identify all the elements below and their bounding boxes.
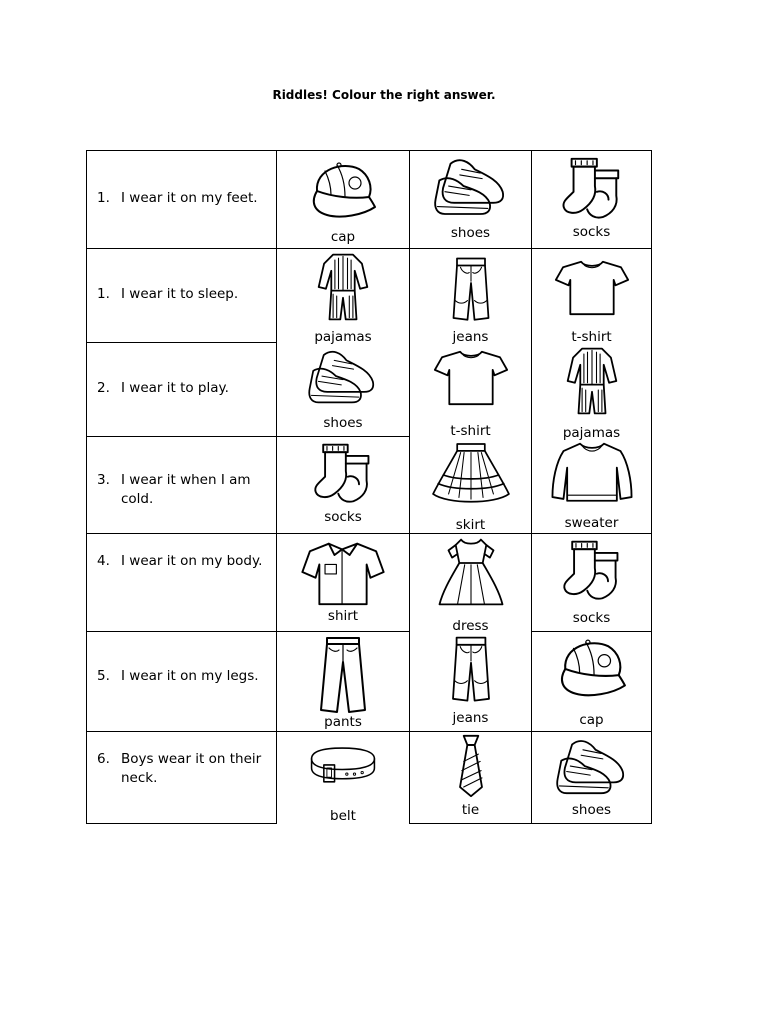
- question-number: 3.: [97, 472, 110, 488]
- sweater-icon[interactable]: [550, 439, 633, 511]
- answer-label: [532, 610, 651, 626]
- answer-label: [277, 509, 409, 525]
- question-text: Boys wear it on their neck.: [121, 751, 262, 786]
- question-number: 6.: [97, 751, 110, 767]
- answer-label-text: socks: [567, 610, 617, 626]
- socks-icon[interactable]: [554, 536, 630, 602]
- question-cell: [87, 732, 277, 824]
- answer-label: [532, 515, 651, 531]
- question-text: I wear it on my body.: [121, 553, 263, 569]
- answer-label-text: t-shirt: [444, 423, 496, 439]
- answer-label-text: shoes: [317, 415, 368, 431]
- socks-icon[interactable]: [552, 153, 630, 221]
- pajamas-icon[interactable]: [302, 251, 385, 323]
- answer-option[interactable]: [277, 534, 410, 632]
- riddle-question: [97, 379, 272, 398]
- answer-option[interactable]: [410, 151, 532, 249]
- answer-option[interactable]: [410, 249, 532, 343]
- answer-label-text: socks: [567, 224, 617, 240]
- answer-option[interactable]: [277, 151, 410, 249]
- shoes-icon[interactable]: [306, 345, 380, 409]
- answer-label: [277, 808, 409, 824]
- skirt-icon[interactable]: [429, 439, 512, 511]
- jeans-icon[interactable]: [429, 634, 512, 706]
- riddle-row: [87, 732, 652, 824]
- answer-label: [410, 802, 531, 818]
- answer-option[interactable]: [277, 249, 410, 343]
- cap-icon[interactable]: [303, 157, 384, 227]
- question-number: 2.: [97, 380, 110, 396]
- riddle-question: [97, 552, 272, 571]
- answer-label: [532, 224, 651, 240]
- answer-option[interactable]: [277, 632, 410, 732]
- shirt-icon[interactable]: [300, 536, 385, 610]
- question-cell: [87, 151, 277, 249]
- answer-option[interactable]: [277, 437, 410, 534]
- question-number: 1.: [97, 286, 110, 302]
- tshirt-icon[interactable]: [433, 345, 509, 411]
- riddle-row: [87, 437, 652, 534]
- jeans-icon[interactable]: [430, 255, 511, 325]
- riddle-question: [97, 285, 272, 304]
- answer-label-text: shoes: [566, 802, 617, 818]
- answer-label: [410, 225, 531, 241]
- socks-icon[interactable]: [305, 439, 381, 505]
- answer-label-text: cap: [573, 712, 609, 728]
- belt-icon[interactable]: [309, 738, 378, 798]
- answer-label-text: dress: [446, 618, 494, 634]
- answer-option[interactable]: [410, 437, 532, 534]
- answer-label: [410, 710, 531, 726]
- shoes-icon[interactable]: [554, 734, 630, 800]
- riddle-table: [86, 150, 652, 824]
- riddle-question: [97, 189, 272, 208]
- cap-icon[interactable]: [550, 634, 633, 706]
- riddle-row: [87, 343, 652, 437]
- answer-label-text: skirt: [450, 517, 491, 533]
- answer-option[interactable]: [410, 632, 532, 732]
- answer-label-text: pajamas: [308, 329, 377, 345]
- question-text: I wear it on my feet.: [121, 190, 258, 206]
- answer-label-text: shoes: [445, 225, 496, 241]
- riddle-row: [87, 249, 652, 343]
- answer-option[interactable]: [410, 732, 532, 824]
- question-number: 4.: [97, 553, 110, 569]
- answer-label-text: socks: [318, 509, 368, 525]
- tie-icon[interactable]: [434, 734, 508, 798]
- answer-label: [532, 802, 651, 818]
- answer-option[interactable]: [410, 343, 532, 437]
- answer-option[interactable]: [277, 732, 410, 824]
- riddle-question: [97, 471, 272, 509]
- answer-option[interactable]: [532, 632, 652, 732]
- answer-label-text: sweater: [559, 515, 625, 531]
- answer-label-text: t-shirt: [565, 329, 617, 345]
- dress-icon[interactable]: [429, 536, 512, 608]
- question-cell: [87, 437, 277, 534]
- question-number: 1.: [97, 190, 110, 206]
- question-text: I wear it to play.: [121, 380, 229, 396]
- tshirt-icon[interactable]: [554, 255, 630, 321]
- answer-label: [277, 415, 409, 431]
- riddle-row: [87, 151, 652, 249]
- question-cell: [87, 534, 277, 632]
- answer-option[interactable]: [410, 534, 532, 632]
- answer-label-text: tie: [456, 802, 485, 818]
- answer-option[interactable]: [532, 732, 652, 824]
- answer-label-text: jeans: [447, 329, 495, 345]
- answer-label-text: shirt: [322, 608, 364, 624]
- answer-label-text: pajamas: [557, 425, 626, 441]
- question-text: I wear it on my legs.: [121, 668, 259, 684]
- worksheet-title: Riddles! Colour the right answer.: [272, 88, 496, 102]
- riddle-question: [97, 667, 272, 686]
- answer-option[interactable]: [532, 534, 652, 632]
- riddle-question: [97, 750, 272, 788]
- answer-label: [277, 229, 409, 245]
- question-text: I wear it when I am cold.: [121, 472, 251, 507]
- answer-option[interactable]: [532, 249, 652, 343]
- question-cell: [87, 343, 277, 437]
- riddle-row: [87, 632, 652, 732]
- riddle-row: [87, 534, 652, 632]
- answer-label-text: belt: [324, 808, 362, 824]
- answer-option[interactable]: [277, 343, 410, 437]
- question-text: I wear it to sleep.: [121, 286, 239, 302]
- question-cell: [87, 249, 277, 343]
- pajamas-icon[interactable]: [550, 345, 633, 417]
- answer-label: [277, 714, 409, 730]
- answer-option[interactable]: [532, 437, 652, 534]
- answer-option[interactable]: [532, 151, 652, 249]
- answer-label: [277, 608, 409, 624]
- answer-option[interactable]: [532, 343, 652, 441]
- answer-label-text: jeans: [447, 710, 495, 726]
- question-number: 5.: [97, 668, 110, 684]
- answer-label-text: pants: [318, 714, 368, 730]
- question-cell: [87, 632, 277, 732]
- answer-label: [410, 517, 531, 533]
- answer-label: [532, 712, 651, 728]
- shoes-icon[interactable]: [431, 153, 509, 221]
- answer-label-text: cap: [325, 229, 361, 245]
- pants-icon[interactable]: [297, 634, 389, 714]
